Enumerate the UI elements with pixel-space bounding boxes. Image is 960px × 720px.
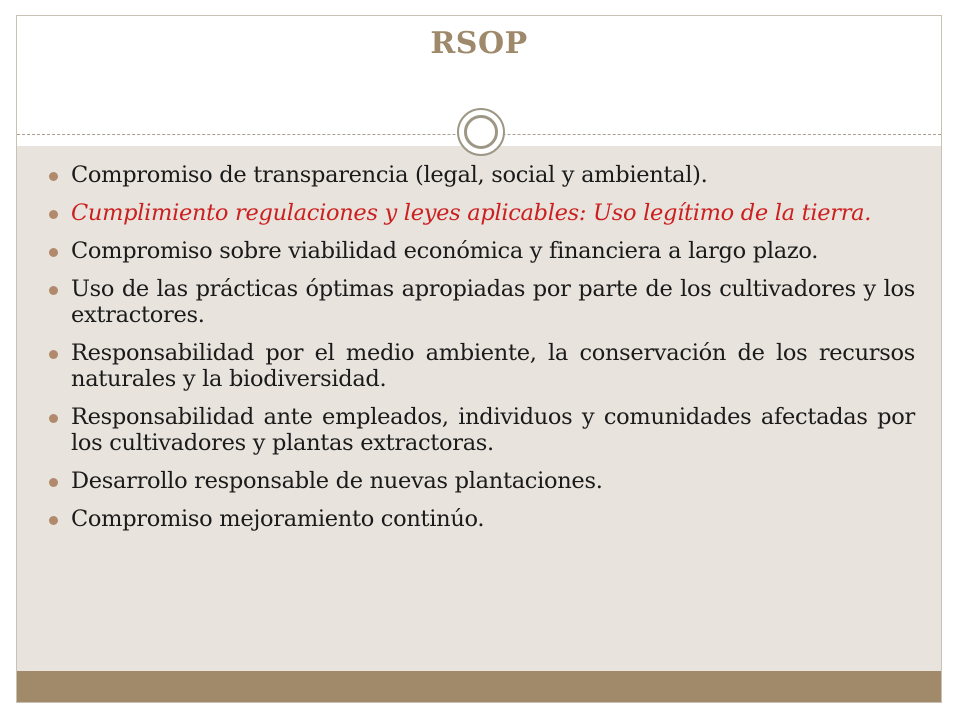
bullet-item [49,162,915,188]
bullet-text: Compromiso mejoramiento continúo. [71,506,485,532]
bullet-item [49,238,915,264]
bullet-text: Cumplimiento regulaciones y leyes aplicables: Uso legítimo de la tierra. [71,200,872,226]
bullet-item [49,404,915,456]
bullet-text: Compromiso sobre viabilidad económica y financiera a largo plazo. [71,238,819,264]
bullet-dot-icon [49,478,58,487]
bullet-item [49,276,915,328]
bullet-dot-icon [49,286,58,295]
bullet-dot-icon [49,414,58,423]
bullet-dot-icon [49,172,58,181]
bullet-list [49,162,915,544]
bullet-text: Responsabilidad ante empleados, individuos y comunidades afectadas por los cultivadores y plantas extractoras. [71,404,915,456]
circle-ornament-icon [457,108,505,156]
bullet-item [49,340,915,392]
bullet-item [49,468,915,494]
bullet-text: Uso de las prácticas óptimas apropiadas por parte de los cultivadores y los extractores. [71,276,915,328]
bullet-dot-icon [49,210,58,219]
circle-ornament-inner [464,115,498,149]
bullet-item [49,200,915,226]
slide-title: RSOP [430,26,528,61]
bullet-dot-icon [49,516,58,525]
bullet-item [49,506,915,532]
bullet-dot-icon [49,350,58,359]
slide-frame [16,15,942,703]
bullet-text: Compromiso de transparencia (legal, social y ambiental). [71,162,708,188]
footer-band [17,671,941,703]
bullet-text: Responsabilidad por el medio ambiente, la conservación de los recursos naturales y la biodiversidad. [71,340,915,392]
bullet-text: Desarrollo responsable de nuevas plantaciones. [71,468,603,494]
bullet-dot-icon [49,248,58,257]
